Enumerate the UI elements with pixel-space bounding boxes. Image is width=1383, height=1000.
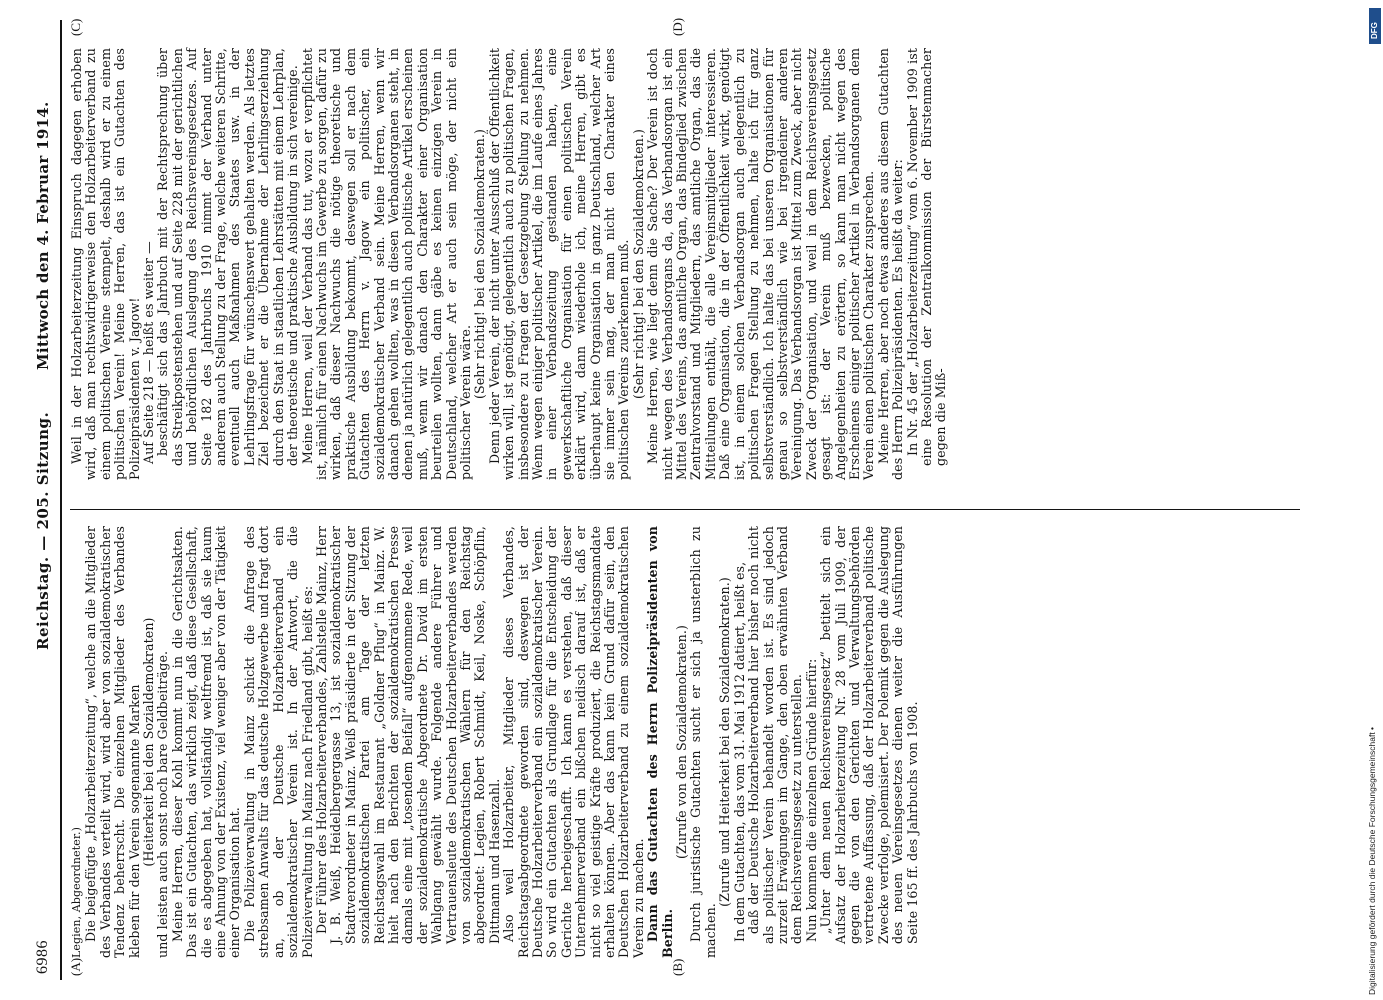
quotation: In Nr. 45 der „Holzarbeiterzeitung“ vom 6. November 1909 ist eine Resolution der Zentralkommission der Bürstenmacher gegen die Miß- — [904, 48, 949, 466]
rotated-sheet — [30, 17, 1330, 980]
interjection: (Zurufe und Heiterkeit bei den Sozialdemokraten.) — [717, 577, 733, 907]
quotation: daß der Deutsche Holzarbeiterverband hier bisher noch nicht als politischer Verein behandelt worden ist. Es sind jedoch zurzeit Erwägungen im Gange, den oben erwähnten Verband dem Reichsvereinsgesetz zu unterstellen. — [746, 526, 805, 944]
paragraph: und leisten auch sonst noch bare Geldbeiträge. — [155, 650, 171, 958]
margin-marker-a: (A) — [68, 957, 83, 976]
interjection: (Heiterkeit bei den Sozialdemokraten) — [141, 617, 157, 867]
paragraph: Meine Herren, aber noch etwas anderes aus diesem Gutachten des Herrn Polizeipräsidenten. Es heißt da weiter: — [875, 48, 906, 480]
paragraph: Also weil Holzarbeiter, Mitglieder dieses Verbandes, Reichstagsabgeordnete geworden sind, deswegen ist der Deutsche Holzarbeiterverband ein sozialdemokratischer Verein. So wird ein Gutachten als Grundlage für die Entscheidung der Gerichte herbeigeschafft. Ich kann es verstehen, daß dieser Unternehmerverband ein bißchen neidisch darauf ist, daß er nicht so viel geistige Kräfte produziert, die Reichstagsmandate erhalten können. Aber das kann kein Grund dafür sein, den Deutschen Holzarbeiterverband zu einem sozialdemokratischen Verein zu machen. — [501, 526, 646, 958]
paragraph: Die Polizeiverwaltung in Mainz schickt die Anfrage des strebsamen Anwalts für das deutsche Holzgewerbe und fragt dort an, ob der Deutsche Holzarbeiterverband ein sozialdemokratischer Verein ist. In der Antwort, die die Polizeiverwaltung in Mainz nach Friedland gibt, heißt es: — [241, 526, 315, 958]
left-column — [70, 526, 1320, 958]
running-title: Reichstag. — 205. Sitzung. — [34, 411, 52, 650]
header-rule — [60, 20, 62, 980]
paragraph: Meine Herren, wie liegt denn die Sache? Der Verein ist doch nicht wegen des Verbandsorgans da, das Verbandsorgan ist ein Mittel des Vereins, das amtliche Organ, das Bindeglied zwischen Zentralvorstand und Mitgliedern, das amtliche Organ, das die Mitteilungen enthält, die alle Vereinsmitglieder interessieren. Daß eine Organisation, die in der Öffentlichkeit wirkt, genötigt ist, in einem solchen Verbandsorgan auch gelegentlich zu politischen Fragen Stellung zu nehmen, halte ich für ganz selbstverständlich. Ich halte das bei unseren Organisationen für genau so selbstverständlich wie bei irgendeiner anderen Vereinigung. Das Verbandsorgan ist Mittel zum Zweck, aber nicht Zweck der Organisation, und weil in dem Reichsvereinsgesetz gesagt ist: der Verein muß bezwecken, politische Angelegenheiten zu erörtern, so kann man nicht wegen des Erscheinens einiger politischer Artikel in Verbandsorganen dem Verein einen politischen Charakter zusprechen. — [645, 48, 877, 480]
paragraph: Weil in der Holzarbeiterzeitung Einspruch dagegen erhoben wird, daß man rechtswidrigerweise den Holzarbeiterverband zu einem politischen Vereine stempelt, deshalb wird er zu einem politischen Verein! Meine Herren, das ist ein Gutachten des Polizeipräsidenten v. Jagow! — [69, 48, 142, 480]
quotation: Der Führer des Holzarbeiterverbandes, Zahlstelle Mainz, Herr J. B. Weiß, Heidelbergergasse 13, ist sozialdemokratischer Stadtverordneter in Mainz. Weiß präsidierte in der Sitzung der sozialdemokratischen Partei am Tage der letzten Reichstagswahl im Restaurant „Goldner Pflug“ in Mainz. W. hielt nach den Berichten der sozialdemokratischen Presse damals eine mit „tosendem Beifall“ aufgenommene Rede, weil der sozialdemokratische Abgeordnete Dr. David im ersten Wahlgang gewählt wurde. Folgende andere Führer und Vertrauensleute des Deutschen Holzarbeiterverbandes werden von sozialdemokratischen Wählern für den Reichstag abgeordnet: Legien, Robert Schmidt, Keil, Noske, Schöpflin, Dittmann und Hasenzahl. — [313, 526, 502, 944]
digitization-credit: Digitalisierung gefördert durch die Deutsche Forschungsgemeinschaft • — [1367, 726, 1377, 995]
quotation: beschäftigt sich das Jahrbuch mit der Rechtsprechung über das Streikpostenstehen und auf Seite 228 mit der gerichtlichen und behördlichen Auslegung des Reichsvereinsgesetzes. Auf Seite 182 des Jahrbuchs 1910 nimmt der Verband unter anderem auch Stellung zu der Frage, welche weiteren Schritte, eventuell auch Maßnahmen des Staates usw. in der Lehrlingsfrage für wünschenswert gehalten werden. Als letztes Ziel bezeichnet er die Übernahme der Lehrlingserziehung durch den Staat in staatlichen Lehrstätten mit einem Lehrplan, der theoretische und praktische Ausbildung in sich vereinige. — [155, 48, 301, 466]
paragraph: In dem Gutachten, das vom 31. Mai 1912 datiert, heißt es, — [731, 561, 747, 942]
paragraph: Meine Herren, dieser Kohl kommt nun in die Gerichtsakten. Das ist ein Gutachten, das wirklich zeigt, daß diese Gesellschaft, die es abgegeben hat, vollständig weltfremd ist, daß sie kaum eine Ahnung von der Existenz, viel weniger aber von der Tätigkeit einer Organisation hat. — [169, 526, 243, 958]
interjection: (Zurufe von den Sozialdemokraten.) — [674, 625, 690, 860]
interjection: (Sehr richtig! bei den Sozialdemokraten.) — [472, 129, 488, 399]
paragraph: Die beigefügte „Holzarbeiterzeitung“, welche an die Mitglieder des Verbandes verteilt wird, wird aber von sozialdemokratischer Tendenz beherrscht. Die einzelnen Mitglieder des Verbandes kleben für den Verein sogenannte Marken — [83, 526, 142, 958]
dfg-logo — [1369, 8, 1381, 44]
paragraph: Auf Seite 218 — heißt es weiter — — [141, 241, 157, 464]
session-date: Mittwoch den 4. Februar 1914. — [34, 101, 52, 370]
paragraph: Nun kommen die einzelnen Gründe hierfür: — [803, 658, 819, 942]
margin-marker-b: (B) — [670, 958, 685, 976]
paragraph: Durch juristische Gutachten sucht er sich ja unsterblich zu machen. — [688, 526, 718, 958]
margin-marker-d: (D) — [670, 17, 685, 36]
quotation: „Unter dem neuen Reichsvereinsgesetz“ betitelt sich ein Aufsatz der Holzarbeiterzeitung Nr. 28 vom Juli 1909, der gegen die von den Gerichten und Verwaltungsbehörden vertretene Auffassung, daß der Holzarbeiterverband politische Zwecke verfolge, polemisiert. Der Polemik gegen die Auslegung des neuen Vereinsgesetzes dienen weiter die Ausführungen Seite 165 ff. des Jahrbuchs von 1908. — [818, 526, 920, 944]
column-divider — [70, 509, 1300, 510]
paragraph: Meine Herren, weil der Verband das tut, wozu er verpflichtet ist, nämlich für einen Nachwuchs im Gewerbe zu sorgen, dafür zu wirken, daß dieser Nachwuchs die nötige theoretische und praktische Ausbildung bekommt, deswegen soll er nach dem Gutachten des Herrn v. Jagow ein politischer, ein sozialdemokratischer Verband sein. Meine Herren, wenn wir danach gehen wollten, was in diesen Verbandsorganen steht, in denen ja natürlich gelegentlich auch politische Artikel erscheinen muß, wenn wir danach den Charakter einer Organisation beurteilen wollten, dann gäbe es keinen einzigen Verein in Deutschland, welcher Art er auch sein möge, der nicht ein politischer Verein wäre. — [299, 48, 473, 480]
paragraph: Denn jeder Verein, der nicht unter Ausschluß der Öffentlichkeit wirken will, ist genötigt, gelegentlich auch zu politischen Fragen, insbesondere zu Fragen der Gesetzgebung Stellung zu nehmen. Wenn wegen einiger politischer Artikel, die im Laufe eines Jahres in einer Verbandszeitung gestanden haben, eine gewerkschaftliche Organisation für einen politischen Verein erklärt wird, dann wiederhole ich, meine Herren, gibt es überhaupt keine Organisation in ganz Deutschland, welcher Art sie immer sein mag, der man nicht den Charakter eines politischen Vereins zuerkennen muß. — [486, 48, 632, 480]
speaker-continuation: Legien, Abgeordneter.) — [70, 827, 83, 958]
right-column — [70, 48, 1320, 480]
paragraph: Dann das Gutachten des Herrn Polizeipräsidenten von Berlin. — [645, 526, 675, 958]
page-header — [30, 20, 64, 980]
interjection: (Sehr richtig! bei den Sozialdemokraten.) — [630, 129, 646, 399]
page-number: 6986 — [34, 940, 51, 974]
dfg-logo-text: DFG — [1370, 22, 1379, 39]
margin-marker-c: (C) — [68, 18, 83, 36]
